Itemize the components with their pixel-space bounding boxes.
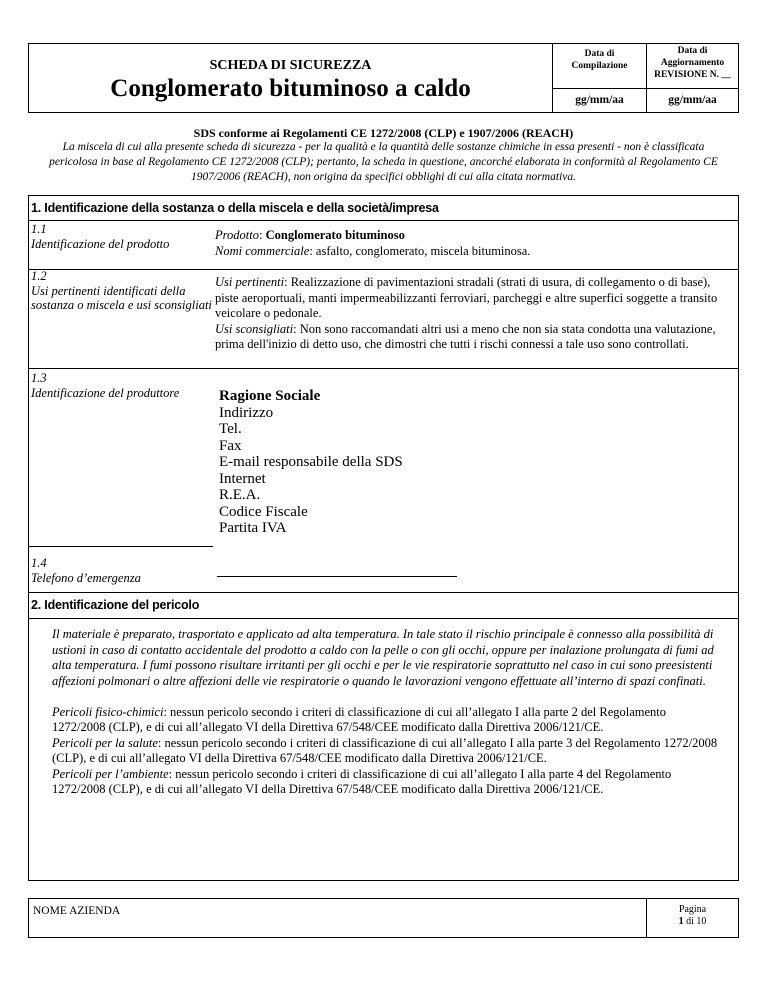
producer-field: Ragione Sociale: [219, 388, 321, 404]
producer-field: R.E.A.: [219, 487, 261, 503]
emergency-phone-blank: [217, 576, 457, 577]
conformity-text: La miscela di cui alla presente scheda di sicurezza - per la qualità e la quantità delle sostanze chimiche in essa presenti - non è classificata pericolosa in base al Regolamento CE 1272/2008 (CLP); pertanto, la scheda in questione, ancorché elaborata in conformità al Regolamento CE 1907/2006 (REACH), non origina da specifici obblighi di cui alla citata normativa.: [49, 141, 718, 183]
conformity-title: SDS conforme ai Regolamenti CE 1272/2008 (CLP) e 1907/2006 (REACH): [193, 126, 574, 140]
update-date-value: gg/mm/aa: [646, 88, 738, 112]
producer-field: Internet: [219, 470, 266, 487]
row-1-4-label: 1.4 Telefono d’emergenza: [31, 556, 141, 585]
product-name: Conglomerato bituminoso: [265, 228, 405, 242]
update-date-label: Data di Aggiornamento REVISIONE N. __: [646, 44, 738, 88]
header-title-block: [29, 44, 552, 112]
row-divider: [29, 368, 738, 369]
hazard-health: Pericoli per la salute: nessun pericolo secondo i criteri di classificazione di cui all’allegato I alla parte 3 del Regolamento 1272/2008 (CLP), e di cui all’allegato VI della Direttiva 67/548/CEE modificato dalla Direttiva 2006/121/CE.: [52, 735, 718, 765]
producer-field: Indirizzo: [219, 404, 274, 421]
row-1-3-label: 1.3 Identificazione del produttore: [31, 371, 180, 400]
compilation-date-value: gg/mm/aa: [552, 88, 646, 112]
producer-fields: [219, 388, 403, 537]
company-name: NOME AZIENDA: [33, 905, 121, 917]
row-1-2-value: Usi pertinenti: Realizzazione di pavimentazioni stradali (strati di usura, di collegamento o di base), piste aeroportuali, manti impermeabilizzanti ferroviari, parcheggi e altre superfici soggette a transito veicolare o pedonale. Usi sconsigliati: Non sono raccomandati altri usi a meno che non sia stata condotta una valutazione, prima dell'inizio di detto uso, che dimostri che tutti i rischi connessi a tale uso sono controllati.: [215, 275, 718, 351]
hazard-physchem: Pericoli fisico-chimici: nessun pericolo secondo i criteri di classificazione di cui all’allegato I alla parte 2 del Regolamento 1272/2008 (CLP), e di cui all’allegato VI della Direttiva 67/548/CEE modificato dalla Direttiva 2006/121/CE.: [52, 704, 667, 734]
hazard-environment: Pericoli per l’ambiente: nessun pericolo secondo i criteri di classificazione di cui all’allegato I alla parte 4 del Regolamento 1272/2008 (CLP), e di cui all’allegato VI della Direttiva 67/548/CEE modificato dalla Direttiva 2006/121/CE.: [52, 766, 672, 796]
hazard-intro: Il materiale è preparato, trasportato e applicato ad alta temperatura. In tale stato il rischio principale è connesso alla possibilità di ustioni in caso di contatto accidentale del prodotto a caldo con la pelle o con gli occhi, oppure per inalazione prolungata di fumi ad alta temperatura. I fumi possono risultare irritanti per gli occhi e per le vie respiratorie soprattutto nel caso in cui sono preesistenti affezioni polmonari o altre affezioni delle vie respiratorie o quando le lavorazioni vengono effettuate all’interno di spazi confinati.: [52, 627, 714, 688]
producer-field: Tel.: [219, 421, 242, 437]
document-title: Conglomerato bituminoso a caldo: [110, 75, 471, 102]
section-2: [28, 593, 739, 881]
section-2-body: [52, 627, 722, 798]
row-1-1-label: 1.1 Identificazione del prodotto: [31, 222, 170, 251]
compilation-date-label: Data di Compilazione: [552, 44, 646, 88]
document-header: [28, 43, 739, 113]
section-2-heading: 2. Identificazione del pericolo: [29, 593, 738, 619]
producer-field: Fax: [219, 437, 242, 454]
row-1-2-label: 1.2 Usi pertinenti identificati della sostanza o miscela e usi sconsigliati: [31, 269, 212, 312]
section-1: [28, 195, 739, 593]
producer-field: E-mail responsabile della SDS: [219, 454, 403, 470]
section-1-heading: 1. Identificazione della sostanza o della miscela e della società/impresa: [29, 196, 738, 221]
document-type: SCHEDA DI SICUREZZA: [209, 58, 372, 73]
row-1-1-value: Prodotto: Conglomerato bituminoso Nomi commerciale: asfalto, conglomerato, miscela bituminosa.: [215, 228, 531, 258]
page-indicator: Pagina 1 di 10: [646, 899, 738, 937]
row-divider: [29, 546, 213, 547]
page-footer: [28, 898, 739, 938]
producer-field: Codice Fiscale: [219, 503, 308, 520]
producer-field: Partita IVA: [219, 520, 287, 536]
